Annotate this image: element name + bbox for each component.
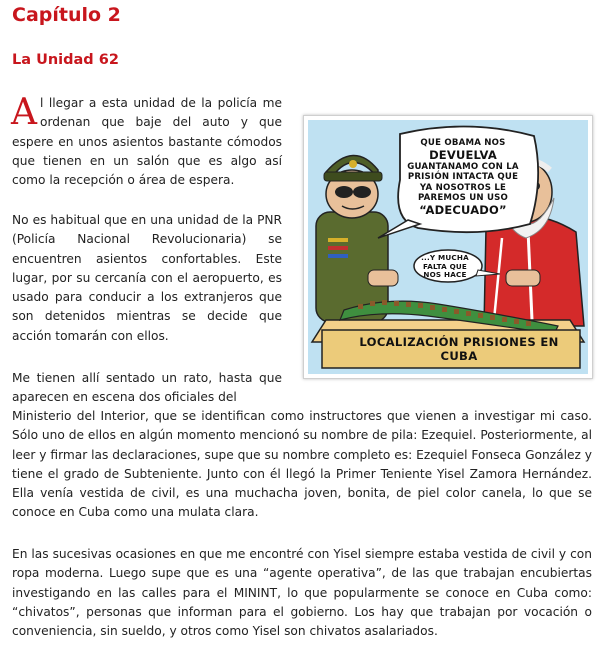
bubble-line-3: GUANTANAMO CON LA PRISIÓN INTACTA QUE YA NOSOTROS LE PAREMOS UN USO (407, 161, 519, 204)
bubble-line-2: DEVUELVA (429, 147, 497, 162)
chapter-title: Capítulo 2 (12, 4, 121, 26)
speech-bubble-text (404, 138, 522, 217)
paragraph-4: En las sucesivas ocasiones en que me encontré con Yisel siempre estaba vestida de civil y con ropa moderna. Luego supe que es una “agente operativa”, de las que trabajan encubiertas investigando en las calles para el MININT, lo que popularmente se conoce en Cuba como: “chivatos”, personas que informan para el gobierno. Los hay que trabajan por vocación o conveniencia, sin sueldo, y otros como Yisel son chivatos asalariados. (12, 547, 592, 639)
bubble-line-1: QUE OBAMA NOS (420, 138, 506, 148)
section-title: La Unidad 62 (12, 52, 119, 68)
paragraph-3-continued: Ministerio del Interior, que se identifican como instructores que vienen a investigar mi caso. Sólo uno de ellos en algún momento mencionó su nombre de pila: Ezequiel. Posteriormente, al leer y firmar las declaraciones, supe que su nombre completo es: Ezequiel Fonseca González y tiene el grado de Subteniente. Junto con él llegó la Primer Teniente Yisel Zamora Hernández. Ella venía vestida de civil, es una muchacha joven, bonita, de piel color canela, lo que se conoce en Cuba como una mulata clara. (12, 409, 592, 520)
bubble-line-4: “ADECUADO” (419, 202, 507, 217)
political-cartoon (303, 115, 593, 379)
small-bubble-text: ...Y MUCHA FALTA QUE NOS HACE (421, 253, 469, 280)
drop-cap: A (11, 92, 37, 133)
paragraph-1 (12, 94, 282, 190)
paragraph-3-start: Me tienen allí sentado un rato, hasta que aparecen en escena dos oficiales del (12, 371, 282, 405)
paragraph-1-text: l llegar a esta unidad de la policía me ordenan que baje del auto y que espere en unos asientos bastante cómodos que tienen en un salón que es algo así como la recepción o área de espera. (12, 96, 282, 188)
cartoon-caption: LOCALIZACIÓN PRISIONES EN CUBA (359, 335, 559, 363)
paragraph-2: No es habitual que en una unidad de la PNR (Policía Nacional Revolucionaria) se encuentren asientos confortables. Este lugar, por su cercanía con el aeropuerto, es usado para conducir a los extranjeros que son detenidos mientras se decide que acción tomarán con ellos. (12, 213, 282, 343)
